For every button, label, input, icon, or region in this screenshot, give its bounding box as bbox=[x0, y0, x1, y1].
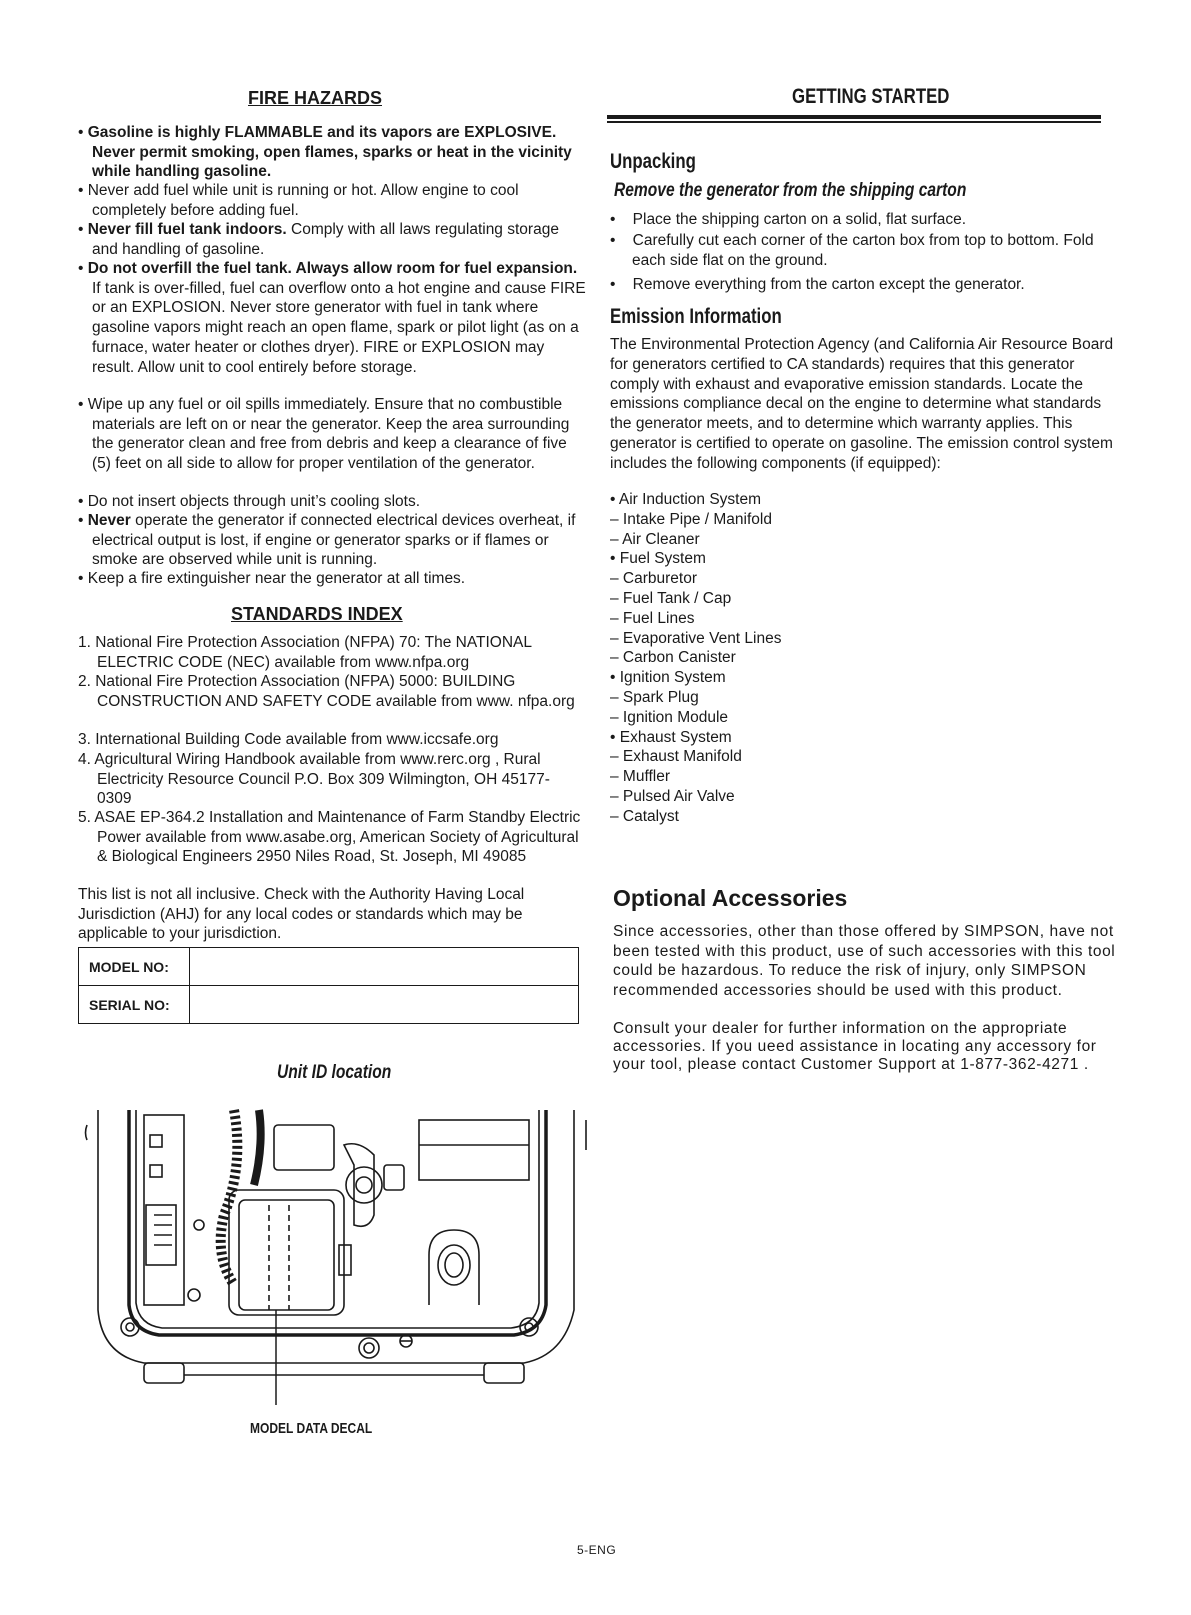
unpacking-item-1-text: Place the shipping carton on a solid, flat surface. bbox=[632, 211, 967, 228]
fire-item-1: • Gasoline is highly FLAMMABLE and its vapors are EXPLOSIVE. Never permit smoking, open flames, sparks or heat in the vicinity while handling gasoline. bbox=[78, 124, 572, 181]
fire-item-7-bold: Never bbox=[87, 512, 131, 529]
standards-item-1: 1. National Fire Protection Association (NFPA) 70: The NATIONAL ELECTRIC CODE (NEC) available from www.nfpa.org bbox=[78, 634, 532, 671]
standards-heading: STANDARDS INDEX bbox=[231, 604, 403, 624]
model-row bbox=[79, 948, 579, 986]
generator-housing bbox=[98, 1110, 574, 1363]
component-item: – Intake Pipe / Manifold bbox=[610, 510, 772, 528]
unpacking-item-2-text: Carefully cut each corner of the carton box from top to bottom. Fold each side flat on the ground. bbox=[632, 232, 1094, 269]
heading-rule-thick bbox=[607, 115, 1101, 119]
accessories-para-2: Consult your dealer for further information on the appropriate accessories. If you ueed assistance in locating any accessory for your tool, please contact Customer Support at 1-877-362-4271 . bbox=[613, 1020, 1097, 1073]
heading-rule-thin bbox=[607, 121, 1101, 123]
model-label bbox=[79, 948, 190, 986]
fire-hazards-heading: FIRE HAZARDS bbox=[248, 88, 382, 108]
unpacking-item-2: • Carefully cut each corner of the carton box from top to bottom. Fold each side flat on the ground. bbox=[610, 232, 1094, 269]
fire-item-4-text: If tank is over-filled, fuel can overflow onto a hot engine and cause FIRE or an EXPLOSION. Never store generator with fuel in tank where gasoline vapors might reach an open flame, spark or pilot light (as on a furnace, water heater or clothes dryer). FIRE or EXPLOSION may result. Allow unit to cool entirely before storage. bbox=[92, 279, 586, 376]
emission-text: The Environmental Protection Agency (and California Air Resource Board for generators certified to CA standards) requires that this generator comply with exhaust and evaporative emission standards. Locate the emissions compliance decal on the engine to determine what standards the generator meets, and to determine which warranty applies. This generator is certified to operate on gasoline. The emission control system includes the following components (if equipped): bbox=[610, 336, 1114, 472]
serial-label bbox=[79, 986, 190, 1024]
unpacking-item-3-text: Remove everything from the carton except the generator. bbox=[632, 276, 1025, 293]
fire-item-7: • Never operate the generator if connected electrical devices overheat, if electrical output is lost, if engine or generator sparks or if flames or smoke are observed while unit is running. bbox=[78, 512, 576, 569]
model-data-decal-label: MODEL DATA DECAL bbox=[250, 1420, 373, 1437]
component-item: – Pulsed Air Valve bbox=[610, 787, 735, 805]
fire-item-6: • Do not insert objects through unit’s cooling slots. bbox=[78, 493, 421, 510]
unit-id-caption: Unit ID location bbox=[277, 1062, 392, 1083]
getting-started-heading: GETTING STARTED bbox=[792, 85, 950, 108]
serial-row bbox=[79, 986, 579, 1024]
fire-item-3: • Never fill fuel tank indoors. Comply with all laws regulating storage and handling of gasoline. bbox=[78, 221, 559, 258]
unpacking-subtitle: Remove the generator from the shipping carton bbox=[614, 180, 967, 201]
unpacking-title: Unpacking bbox=[610, 150, 696, 173]
component-item: • Fuel System bbox=[610, 550, 706, 568]
fire-item-3-text: Comply with all laws regulating storage and handling of gasoline. bbox=[92, 221, 559, 258]
standards-item-2: 2. National Fire Protection Association (NFPA) 5000: BUILDING CONSTRUCTION AND SAFETY CODE available from www. nfpa.org bbox=[78, 673, 575, 710]
fire-item-6-text: Do not insert objects through unit’s cooling slots. bbox=[87, 493, 421, 510]
component-item: – Muffler bbox=[610, 768, 671, 786]
fire-item-5-text: Wipe up any fuel or oil spills immediately. Ensure that no combustible materials are left on or near the generator. Keep the area surrounding the generator clean and free from debris and keep a clearance of five (5) feet on all side to allow for proper ventilation of the generator. bbox=[87, 396, 570, 473]
component-item: – Ignition Module bbox=[610, 708, 729, 726]
emission-components bbox=[610, 490, 781, 827]
accessories-para-1: Since accessories, other than those offered by SIMPSON, have not been tested with this product, use of such accessories with this tool could be hazardous. To reduce the risk of injury, only SIMPSON recommended accessories should be used with this product. bbox=[613, 923, 1116, 999]
standards-item-5: 5. ASAE EP-364.2 Installation and Maintenance of Farm Standby Electric Power available from www.asabe.org, American Society of Agricultural & Biological Engineers 2950 Niles Road, St. Joseph, MI 49085 bbox=[78, 809, 581, 866]
serial-label-text: SERIAL NO: bbox=[89, 996, 170, 1013]
fire-item-5: • Wipe up any fuel or oil spills immediately. Ensure that no combustible materials are left on or near the generator. Keep the area surrounding the generator clean and free from debris and keep a clearance of five (5) feet on all side to allow for proper ventilation of the generator. bbox=[78, 396, 570, 473]
component-item: – Fuel Lines bbox=[610, 609, 695, 627]
standards-item-4: 4. Agricultural Wiring Handbook available from www.rerc.org , Rural Electricity Resource Council P.O. Box 309 Wilmington, OH 45177-0309 bbox=[78, 751, 550, 808]
fire-item-2-text: Never add fuel while unit is running or hot. Allow engine to cool completely before adding fuel. bbox=[87, 182, 519, 219]
fire-item-8: • Keep a fire extinguisher near the generator at all times. bbox=[78, 570, 466, 587]
generator-illustration bbox=[84, 1105, 594, 1415]
standards-item-3: 3. International Building Code available from www.iccsafe.org bbox=[78, 731, 499, 748]
fire-item-2: • Never add fuel while unit is running or hot. Allow engine to cool completely before adding fuel. bbox=[78, 182, 519, 219]
emission-title: Emission Information bbox=[610, 305, 782, 328]
component-item: • Air Induction System bbox=[610, 491, 762, 508]
accessories-title: Optional Accessories bbox=[613, 885, 848, 911]
fire-item-3-bold: Never fill fuel tank indoors. bbox=[87, 221, 287, 238]
component-item: – Evaporative Vent Lines bbox=[610, 629, 782, 647]
fire-item-1-bold: Gasoline is highly FLAMMABLE and its vapors are EXPLOSIVE. Never permit smoking, open flames, sparks or heat in the vicinity while handling gasoline. bbox=[87, 124, 572, 181]
unit-id-table bbox=[78, 947, 579, 1024]
component-item: – Fuel Tank / Cap bbox=[610, 589, 732, 607]
component-item: • Exhaust System bbox=[610, 728, 732, 746]
component-item: – Exhaust Manifold bbox=[610, 748, 742, 766]
fire-item-4: • Do not overfill the fuel tank. Always allow room for fuel expansion. If tank is over-filled, fuel can overflow onto a hot engine and cause FIRE or an EXPLOSION. Never store generator with fuel in tank where gasoline vapors might reach an open flame, spark or pilot light (as on a furnace, water heater or clothes dryer). FIRE or EXPLOSION may result. Allow unit to cool entirely before storage. bbox=[78, 260, 586, 376]
serial-value-field[interactable] bbox=[190, 986, 579, 1024]
model-value-field[interactable] bbox=[190, 948, 579, 986]
standards-footer: This list is not all inclusive. Check with the Authority Having Local Jurisdiction (AHJ) for any local codes or standards which may be applicable to your jurisdiction. bbox=[78, 886, 525, 943]
fire-item-7-text: operate the generator if connected electrical devices overheat, if electrical output is lost, if engine or generator sparks or if flames or smoke are observed while unit is running. bbox=[92, 512, 576, 569]
component-item: – Carbon Canister bbox=[610, 649, 736, 667]
fire-item-8-text: Keep a fire extinguisher near the generator at all times. bbox=[87, 570, 466, 587]
component-item: – Air Cleaner bbox=[610, 530, 700, 548]
unpacking-item-1: • Place the shipping carton on a solid, flat surface. bbox=[610, 211, 967, 228]
fire-item-4-bold: Do not overfill the fuel tank. Always allow room for fuel expansion. bbox=[87, 260, 578, 277]
page-number: 5-ENG bbox=[577, 1543, 617, 1557]
model-label-text: MODEL NO: bbox=[89, 958, 169, 975]
component-item: • Ignition System bbox=[610, 669, 726, 687]
component-item: – Spark Plug bbox=[610, 688, 699, 706]
component-item: – Catalyst bbox=[610, 807, 679, 825]
component-item: – Carburetor bbox=[610, 570, 698, 588]
unpacking-item-3: • Remove everything from the carton except the generator. bbox=[610, 276, 1025, 293]
air-cleaner-box bbox=[229, 1190, 344, 1315]
